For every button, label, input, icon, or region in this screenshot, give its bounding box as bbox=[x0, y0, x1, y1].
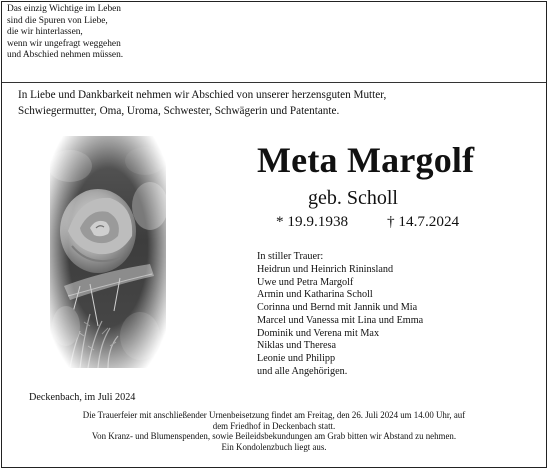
list-item: und alle Angehörigen. bbox=[257, 365, 348, 377]
obituary-notice bbox=[1, 1, 547, 468]
notice-line: dem Friedhof in Deckenbach statt. bbox=[212, 420, 336, 431]
list-item: Dominik und Verena mit Max bbox=[257, 327, 380, 339]
mourners-heading: In stiller Trauer: bbox=[257, 251, 324, 262]
funeral-notice bbox=[2, 410, 546, 452]
death-date: † 14.7.2024 bbox=[387, 213, 460, 230]
intro-line: In Liebe und Dankbarkeit nehmen wir Abschied von unserer herzensguten Mutter, bbox=[18, 89, 387, 101]
deceased-name: Meta Margolf bbox=[257, 140, 475, 180]
poem-line: sind die Spuren von Liebe, bbox=[7, 15, 108, 26]
list-item: Uwe und Petra Margolf bbox=[257, 276, 354, 288]
poem-line: wenn wir ungefragt weggehen bbox=[7, 38, 121, 49]
intro-text bbox=[18, 88, 386, 119]
list-item: Marcel und Vanessa mit Lina und Emma bbox=[257, 314, 424, 326]
place-and-date: Deckenbach, im Juli 2024 bbox=[29, 392, 136, 403]
poem-line: die wir hinterlassen, bbox=[7, 27, 83, 38]
notice-line: Von Kranz- und Blumenspenden, sowie Beileidsbekundungen am Grab bitten wir Abstand zu nehmen. bbox=[91, 431, 457, 442]
poem-line: Das einzig Wichtige im Leben bbox=[7, 4, 121, 14]
list-item: Heidrun und Heinrich Rininsland bbox=[257, 263, 394, 275]
poem bbox=[7, 4, 123, 62]
divider-line bbox=[2, 82, 546, 83]
notice-line: Die Trauerfeier mit anschließender Urnenbeisetzung findet am Freitag, den 26. Juli 2024 um 14.00 Uhr, auf bbox=[82, 410, 466, 420]
list-item: Leonie und Philipp bbox=[257, 353, 336, 364]
maiden-name: geb. Scholl bbox=[308, 187, 398, 209]
mourners-list bbox=[257, 251, 423, 379]
list-item: Niklas und Theresa bbox=[257, 340, 337, 352]
list-item: Corinna und Bernd mit Jannik und Mia bbox=[257, 302, 418, 313]
poem-line: und Abschied nehmen müssen. bbox=[7, 50, 124, 61]
rose-photo bbox=[50, 136, 166, 368]
notice-line: Ein Kondolenzbuch liegt aus. bbox=[221, 441, 327, 452]
list-item: Armin und Katharina Scholl bbox=[257, 289, 373, 301]
intro-line: Schwiegermutter, Oma, Uroma, Schwester, Schwägerin und Patentante. bbox=[18, 104, 340, 117]
birth-date: * 19.9.1938 bbox=[276, 213, 349, 230]
